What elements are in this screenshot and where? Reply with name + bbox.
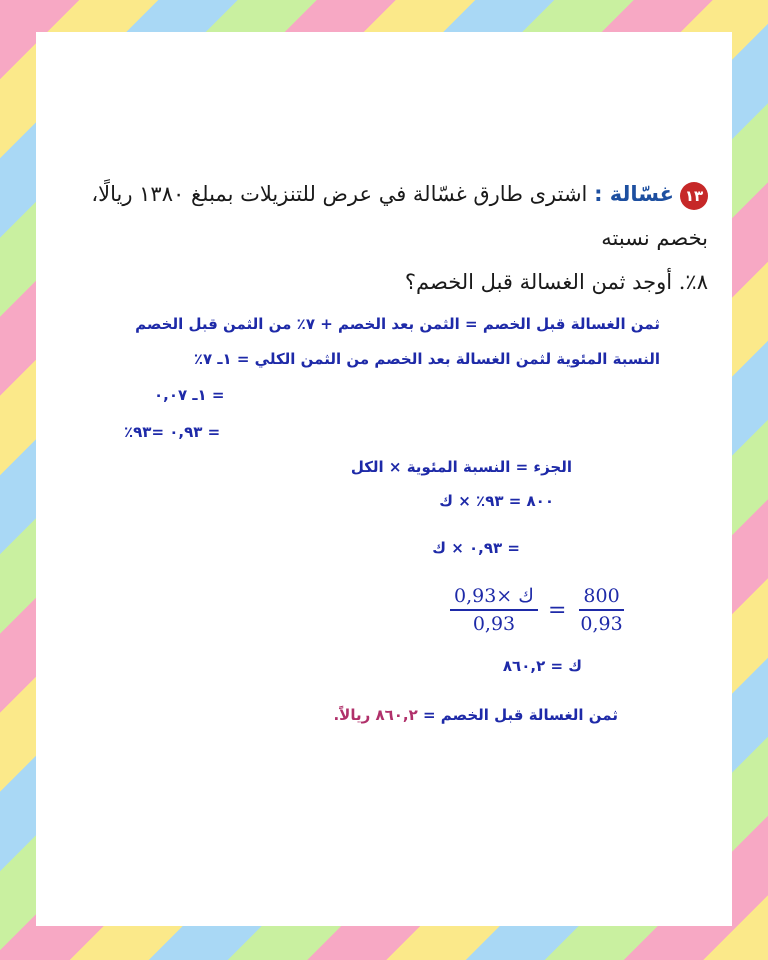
fraction-right-denominator: 0,93	[580, 613, 623, 635]
solution-line-6: ٨٠٠ = ٩٣٪ × ك	[439, 492, 554, 510]
solution-line-9: ك = ٨٦٠,٢	[502, 657, 582, 675]
fraction-left-denominator: 0,93	[472, 613, 516, 635]
fraction-right	[576, 585, 626, 635]
problem-line-2: ٨٪. أوجد ثمن الغسالة قبل الخصم؟	[404, 270, 708, 294]
problem-line-1	[48, 172, 708, 260]
question-label: غسّالة :	[594, 182, 674, 206]
solution-line-5: الجزء = النسبة المئوية × الكل	[350, 458, 572, 476]
worksheet-card	[36, 32, 732, 926]
fraction-right-numerator: 800	[579, 585, 623, 611]
solution-line-4: = ٠,٩٣ =٩٣٪	[124, 423, 221, 441]
final-answer	[333, 706, 618, 724]
question-number-badge: ١٣	[680, 182, 708, 210]
solution-line-2: النسبة المئوية لثمن الغسالة بعد الخصم من الثمن الكلي = ١ـ ٧٪	[193, 350, 660, 368]
fraction-equals: =	[547, 597, 567, 623]
final-answer-label: ثمن الغسالة قبل الخصم =	[423, 706, 618, 724]
problem-statement	[48, 172, 708, 304]
fraction-left-numerator: 0,93× ك	[450, 585, 538, 611]
fraction-left	[450, 585, 538, 635]
fraction-equation	[450, 585, 627, 635]
solution-line-3: = ١ـ ٠,٠٧	[154, 386, 225, 404]
solution-line-7: = ٠,٩٣ × ك	[432, 539, 520, 557]
problem-text-1: اشترى طارق غسّالة في عرض للتنزيلات بمبلغ ١٣٨٠ ريالًا، بخصم نسبته	[91, 182, 708, 250]
final-answer-value: ٨٦٠,٢ ريالاً.	[333, 706, 418, 724]
solution-line-1: ثمن الغسالة قبل الخصم = الثمن بعد الخصم + ٧٪ من الثمن قبل الخصم	[135, 315, 660, 333]
